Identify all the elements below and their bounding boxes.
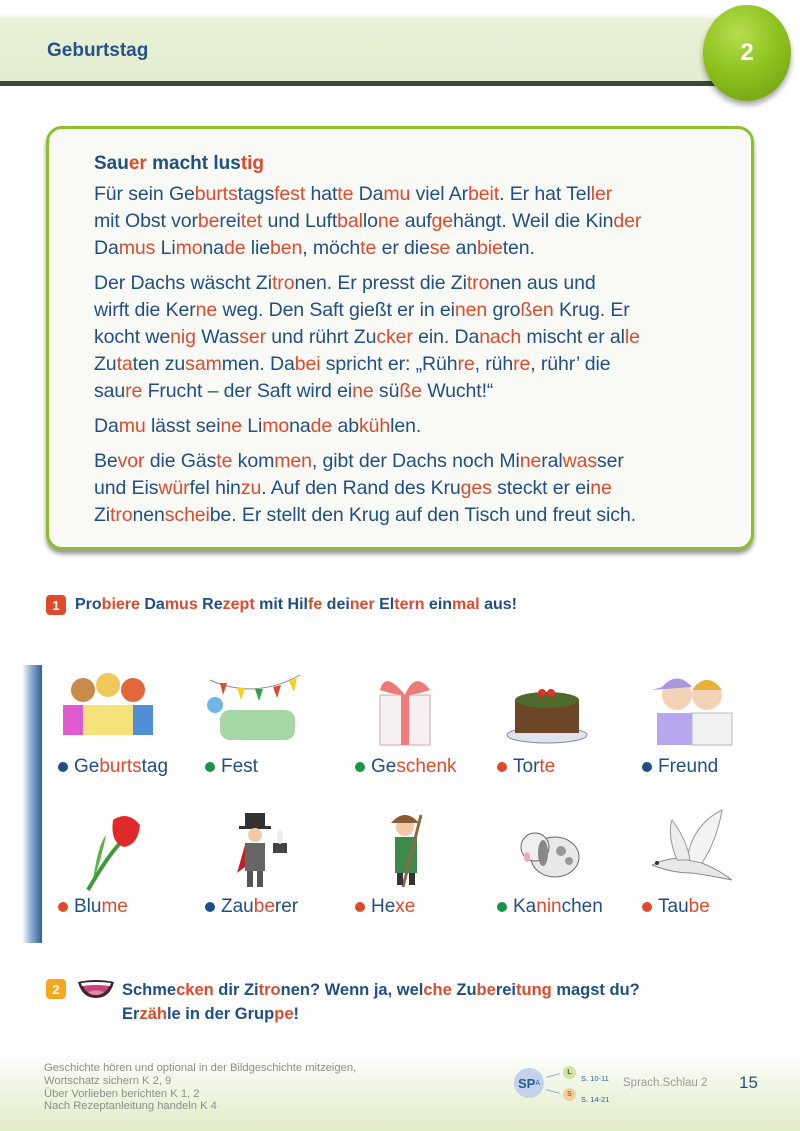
syllable: Er <box>122 1005 140 1023</box>
syllable: . Er hat Tel <box>499 183 591 205</box>
syllable: me <box>101 896 128 917</box>
syllable: ben <box>270 237 303 259</box>
workbook-S-icon: S <box>563 1088 576 1101</box>
task-2-line <box>122 1002 640 1026</box>
syllable: bal <box>337 210 363 232</box>
syllable: küh <box>358 415 391 437</box>
vocabulary-word <box>497 895 647 919</box>
gender-dot-icon <box>642 902 652 912</box>
syllable: te <box>539 756 556 777</box>
syllable: re <box>124 596 140 613</box>
vocabulary-item <box>355 805 505 919</box>
syllable: Krug. Er <box>553 299 630 321</box>
vocabulary-side-bar <box>22 665 42 943</box>
vocabulary-word <box>355 755 505 779</box>
syllable: ten zu <box>132 353 186 375</box>
syllable: xe <box>395 896 416 917</box>
syllable: Li <box>241 415 263 437</box>
syllable: ten. <box>502 237 535 259</box>
gender-dot-icon <box>355 762 365 772</box>
gender-dot-icon <box>642 762 652 772</box>
vocabulary-word <box>642 755 792 779</box>
syllable: tro <box>466 272 490 294</box>
syllable: viel Ar <box>410 183 469 205</box>
syllable: ne <box>195 299 218 321</box>
syllable: ne <box>220 415 242 437</box>
syllable: und Luft <box>262 210 338 232</box>
story-line <box>94 378 751 405</box>
syllable: men. Da <box>221 353 295 375</box>
birthday-party-picture <box>58 665 158 755</box>
teacher-notes <box>44 1062 356 1113</box>
syllable: de <box>223 237 246 259</box>
syllable: kom <box>232 450 275 472</box>
task-2-text <box>122 978 640 1026</box>
teacher-note: Geschichte hören und optional in der Bildgeschichte mitzeigen, <box>44 1062 357 1074</box>
workbook-L-icon: L <box>563 1066 576 1079</box>
syllable: Da <box>353 183 384 205</box>
syllable: len. <box>390 415 422 437</box>
syllable: nen aus und <box>489 272 596 294</box>
magician-picture <box>205 805 305 895</box>
vocabulary-item <box>58 665 208 779</box>
syllable: zäh <box>139 1005 167 1023</box>
syllable: nen. Er presst die Zi <box>294 272 467 294</box>
syllable: mischt er al <box>521 326 625 348</box>
vocabulary-item <box>205 805 355 919</box>
syllable: re <box>513 353 531 375</box>
syllable: na <box>289 415 311 437</box>
syllable: se <box>429 237 451 259</box>
cake-picture <box>497 665 597 755</box>
story-line <box>94 208 751 235</box>
syllable: che <box>423 981 452 999</box>
vocabulary-item <box>497 665 647 779</box>
syllable: tags <box>237 183 275 205</box>
syllable: mus <box>118 237 156 259</box>
sp-reference-badge: SP A <box>514 1068 544 1098</box>
syllable: tern <box>394 596 425 613</box>
syllable: Be <box>94 450 118 472</box>
syllable: schenk <box>396 756 457 777</box>
syllable: gro <box>487 299 521 321</box>
syllable: mo <box>262 415 290 437</box>
syllable: rei <box>495 981 516 999</box>
syllable: ser <box>597 450 624 472</box>
story-line <box>94 297 751 324</box>
dove-picture <box>642 805 742 895</box>
vocabulary-word <box>497 755 647 779</box>
syllable: be. Er stellt den Krug auf den Tisch und freut sich. <box>209 504 637 526</box>
syllable: le in der Grup <box>166 1005 275 1023</box>
vocabulary-item <box>642 805 792 919</box>
syllable: lie <box>245 237 270 259</box>
syllable: die Gäs <box>144 450 217 472</box>
syllable: mu <box>383 183 411 205</box>
gender-dot-icon <box>58 762 68 772</box>
syllable: kocht we <box>94 326 171 348</box>
vocabulary-item <box>355 665 505 779</box>
syllable: Der Dachs wäscht Zi <box>94 272 272 294</box>
story-line <box>94 181 751 208</box>
syllable: ab <box>332 415 359 437</box>
chapter-number-badge <box>703 5 791 101</box>
syllable: Was <box>195 326 240 348</box>
gender-dot-icon <box>205 762 215 772</box>
syllable: weg. Den Saft gießt er in ei <box>217 299 455 321</box>
story-line <box>94 502 751 529</box>
syllable: was <box>562 450 597 472</box>
ref-pages-L: S. 10-11 <box>581 1074 609 1083</box>
teacher-note: Wortschatz sichern K 2, 9 <box>44 1074 172 1087</box>
syllable: Freund <box>658 756 719 777</box>
syllable: ße <box>399 380 422 402</box>
syllable: tag <box>141 756 169 777</box>
syllable: Da <box>94 237 119 259</box>
tulip-picture <box>58 805 158 895</box>
story-paragraph <box>94 413 751 440</box>
vocabulary-word <box>205 895 355 919</box>
syllable: Blu <box>74 896 102 917</box>
syllable: ßen <box>520 299 554 321</box>
syllable: Schme <box>122 981 177 999</box>
rabbit-picture <box>497 805 597 895</box>
teacher-note: Nach Rezeptanleitung handeln K 4 <box>44 1100 217 1113</box>
vocabulary-item <box>497 805 647 919</box>
syllable: Zi <box>94 504 111 526</box>
syllable: re <box>125 380 143 402</box>
vocabulary-item <box>642 665 792 779</box>
syllable: He <box>371 896 396 917</box>
syllable: , rühr’ die <box>530 353 611 375</box>
syllable: Fest <box>221 756 258 777</box>
syllable: zept <box>222 596 255 613</box>
syllable: na <box>202 237 224 259</box>
gift-picture <box>355 665 455 755</box>
syllable: magst du? <box>551 981 640 999</box>
syllable: Re <box>197 596 223 613</box>
syllable: lo <box>362 210 378 232</box>
syllable: Sau <box>94 153 129 174</box>
syllable: te <box>216 450 233 472</box>
syllable: sü <box>373 380 400 402</box>
vocabulary-item <box>205 665 355 779</box>
syllable: fel hin <box>189 477 241 499</box>
syllable: burts <box>194 183 238 205</box>
vocabulary-item <box>58 805 208 919</box>
syllable: te <box>337 183 354 205</box>
syllable: ein <box>424 596 453 613</box>
syllable: Für sein Ge <box>94 183 195 205</box>
syllable: mus <box>164 596 198 613</box>
syllable: schei <box>164 504 210 526</box>
syllable: der <box>613 210 642 232</box>
syllable: cker <box>376 326 413 348</box>
syllable: nig <box>170 326 196 348</box>
friends-picture <box>642 665 742 755</box>
syllable: tig <box>240 153 265 174</box>
teacher-note: Über Vorlieben berichten K 1, 2 <box>44 1087 200 1100</box>
syllable: , gibt der Dachs noch Mi <box>311 450 520 472</box>
gender-dot-icon <box>497 762 507 772</box>
syllable: , rüh <box>474 353 514 375</box>
story-line <box>94 413 751 440</box>
syllable: hängt. Weil die Kin <box>453 210 614 232</box>
syllable: Zu <box>94 353 117 375</box>
story-line <box>94 448 751 475</box>
syllable: macht lus <box>146 153 241 174</box>
syllable: Pro <box>75 596 102 613</box>
syllable: nen <box>454 299 488 321</box>
task-2-line <box>122 978 640 1002</box>
syllable: ta <box>116 353 133 375</box>
syllable: nen? Wenn ja, wel <box>280 981 424 999</box>
syllable: mo <box>175 237 203 259</box>
syllable: cken <box>176 981 214 999</box>
syllable: und Eis <box>94 477 159 499</box>
syllable: Tau <box>658 896 689 917</box>
syllable: mit Hil <box>254 596 308 613</box>
syllable: er <box>128 153 147 174</box>
syllable: , möch <box>302 237 361 259</box>
syllable: nen <box>132 504 165 526</box>
syllable: ge <box>431 210 454 232</box>
syllable: vor <box>117 450 145 472</box>
task-2 <box>46 978 640 1026</box>
syllable: hat <box>305 183 338 205</box>
syllable: be <box>688 896 710 917</box>
witch-picture <box>355 805 455 895</box>
syllable: Wucht!“ <box>421 380 494 402</box>
syllable: ral <box>541 450 563 472</box>
syllable: be <box>197 210 220 232</box>
syllable: steckt er ei <box>491 477 591 499</box>
syllable: tro <box>110 504 133 526</box>
story-line <box>94 475 751 502</box>
syllable: bei <box>294 353 321 375</box>
syllable: mu <box>118 415 146 437</box>
syllable: ne <box>590 477 612 499</box>
syllable: ner <box>349 596 375 613</box>
speaking-mouth-icon <box>76 979 116 999</box>
syllable: zu <box>240 477 262 499</box>
syllable: aus! <box>479 596 517 613</box>
story-title <box>94 151 751 177</box>
syllable: re <box>457 353 475 375</box>
story-body <box>94 181 751 529</box>
syllable: sau <box>94 380 126 402</box>
syllable: chen <box>561 896 603 917</box>
syllable: nach <box>479 326 522 348</box>
syllable: rer <box>274 896 299 917</box>
syllable: Ge <box>74 756 100 777</box>
syllable: pe <box>274 1005 294 1023</box>
task-number-badge: 1 <box>46 595 66 615</box>
syllable: wirft die Ker <box>94 299 196 321</box>
syllable: tro <box>271 272 295 294</box>
syllable: sam <box>185 353 222 375</box>
syllable: men <box>274 450 312 472</box>
syllable: und rührt Zu <box>265 326 377 348</box>
gender-dot-icon <box>205 902 215 912</box>
syllable: Frucht – der Saft wird ei <box>142 380 353 402</box>
story-line <box>94 235 751 262</box>
vocabulary-word <box>642 895 792 919</box>
syllable: be <box>253 896 275 917</box>
story-line <box>94 351 751 378</box>
syllable: Ge <box>371 756 397 777</box>
vocabulary-word <box>58 895 208 919</box>
story-paragraph <box>94 270 751 405</box>
syllable: le <box>624 326 640 348</box>
task-1-text <box>75 594 517 616</box>
story-box <box>46 126 754 550</box>
book-name: Sprach.Schlau 2 <box>623 1077 708 1089</box>
syllable: mit Obst vor <box>94 210 198 232</box>
story-line <box>94 270 751 297</box>
syllable: ein. Da <box>412 326 480 348</box>
task-1 <box>46 594 517 616</box>
syllable: er die <box>376 237 430 259</box>
syllable: tro <box>258 981 281 999</box>
gender-dot-icon <box>497 902 507 912</box>
syllable: bie <box>101 596 125 613</box>
syllable: ne <box>377 210 400 232</box>
vocabulary-word <box>355 895 505 919</box>
syllable: Da <box>139 596 165 613</box>
syllable: dei <box>322 596 350 613</box>
syllable: Li <box>155 237 176 259</box>
syllable: Tor <box>513 756 540 777</box>
syllable: an <box>450 237 477 259</box>
chapter-number: 2 <box>740 39 754 66</box>
party-bunting-picture <box>205 665 305 755</box>
vocabulary-word <box>205 755 355 779</box>
syllable: tet <box>240 210 263 232</box>
syllable: fe <box>307 596 323 613</box>
story-paragraph <box>94 448 751 529</box>
task-number-badge: 2 <box>46 979 66 999</box>
page-number: 15 <box>739 1073 758 1092</box>
syllable: Ka <box>513 896 537 917</box>
syllable: . Auf den Rand des Kru <box>261 477 461 499</box>
syllable: wür <box>158 477 190 499</box>
syllable: auf <box>399 210 432 232</box>
syllable: de <box>310 415 333 437</box>
ref-pages-S: S. 14-21 <box>581 1095 610 1104</box>
syllable: ler <box>590 183 613 205</box>
syllable: ser <box>239 326 266 348</box>
story-paragraph <box>94 181 751 262</box>
gender-dot-icon <box>355 902 365 912</box>
syllable: be <box>476 981 496 999</box>
syllable: fest <box>274 183 306 205</box>
syllable: te <box>360 237 377 259</box>
syllable: burts <box>99 756 142 777</box>
syllable: ne <box>519 450 542 472</box>
syllable: ! <box>293 1005 299 1023</box>
syllable: rei <box>219 210 241 232</box>
vocabulary-word <box>58 755 208 779</box>
syllable: Zu <box>451 981 477 999</box>
syllable: bie <box>476 237 503 259</box>
syllable: mal <box>452 596 480 613</box>
gender-dot-icon <box>58 902 68 912</box>
story-line <box>94 324 751 351</box>
syllable: Da <box>94 415 119 437</box>
syllable: dir Zi <box>213 981 259 999</box>
syllable: Zau <box>221 896 254 917</box>
syllable: El <box>374 596 395 613</box>
syllable: lässt sei <box>145 415 221 437</box>
syllable: tung <box>516 981 552 999</box>
syllable: spricht er: „Rüh <box>320 353 458 375</box>
syllable: nin <box>536 896 562 917</box>
syllable: ne <box>352 380 374 402</box>
syllable: beit <box>468 183 500 205</box>
chapter-title: Geburtstag <box>47 40 149 61</box>
syllable: ges <box>460 477 492 499</box>
